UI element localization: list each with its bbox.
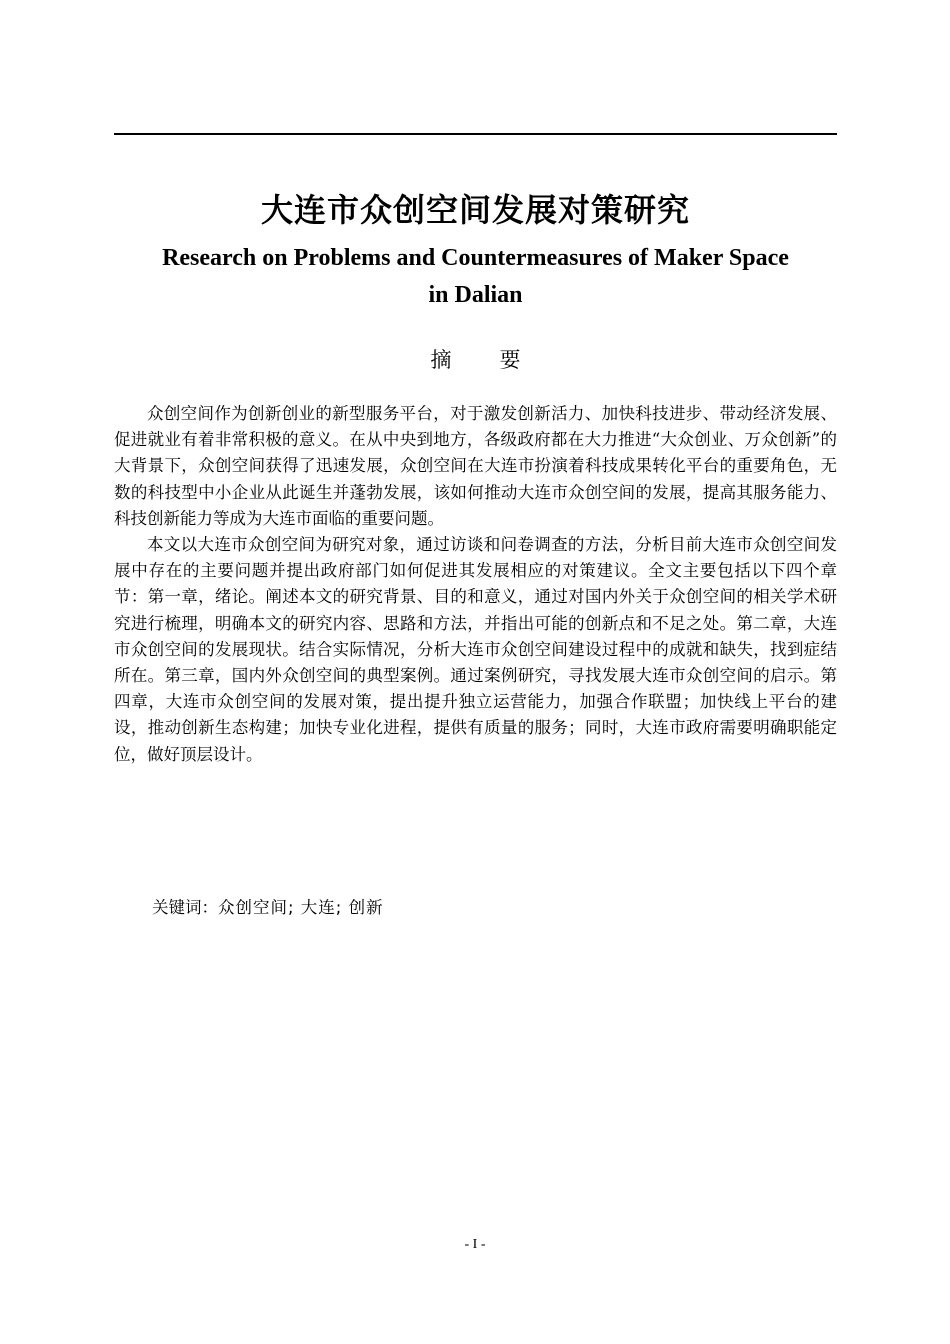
- keywords-label: 关键词：: [152, 898, 218, 917]
- abstract-paragraph-2: 本文以大连市众创空间为研究对象，通过访谈和问卷调查的方法，分析目前大连市众创空间发展中存在的主要问题并提出政府部门如何促进其发展相应的对策建议。全文主要包括以下四个章节：第一章，绪论。阐述本文的研究背景、目的和意义，通过对国内外关于众创空间的相关学术研究进行梳理，明确本文的研究内容、思路和方法，并指出可能的创新点和不足之处。第二章，大连市众创空间的发展现状。结合实际情况，分析大连市众创空间建设过程中的成就和缺失，找到症结所在。第三章，国内外众创空间的典型案例。通过案例研究，寻找发展大连市众创空间的启示。第四章，大连市众创空间的发展对策，提出提升独立运营能力，加强合作联盟；加快线上平台的建设，推动创新生态构建；加快专业化进程，提供有质量的服务；同时，大连市政府需要明确职能定位，做好顶层设计。: [114, 535, 837, 764]
- abstract-heading: 摘要: [430, 348, 569, 372]
- page-number: - I -: [464, 1237, 486, 1252]
- keywords-value: 众创空间; 大连; 创新: [218, 898, 384, 917]
- keywords: [152, 895, 837, 921]
- title-chinese: 大连市众创空间发展对策研究: [260, 191, 690, 229]
- title-english-line-1: Research on Problems and Countermeasures of Maker Space: [162, 245, 789, 271]
- title-english: [114, 240, 837, 314]
- title-english-line-2: in Dalian: [428, 282, 523, 308]
- abstract-paragraph-1: 众创空间作为创新创业的新型服务平台，对于激发创新活力、加快科技进步、带动经济发展、促进就业有着非常积极的意义。在从中央到地方，各级政府都在大力推进“大众创业、万众创新”的大背景下，众创空间获得了迅速发展，众创空间在大连市扮演着科技成果转化平台的重要角色，无数的科技型中小企业从此诞生并蓬勃发展，该如何推动大连市众创空间的发展，提高其服务能力、科技创新能力等成为大连市面临的重要问题。: [114, 404, 837, 528]
- abstract-body: [114, 401, 837, 768]
- header-rule: [114, 133, 837, 135]
